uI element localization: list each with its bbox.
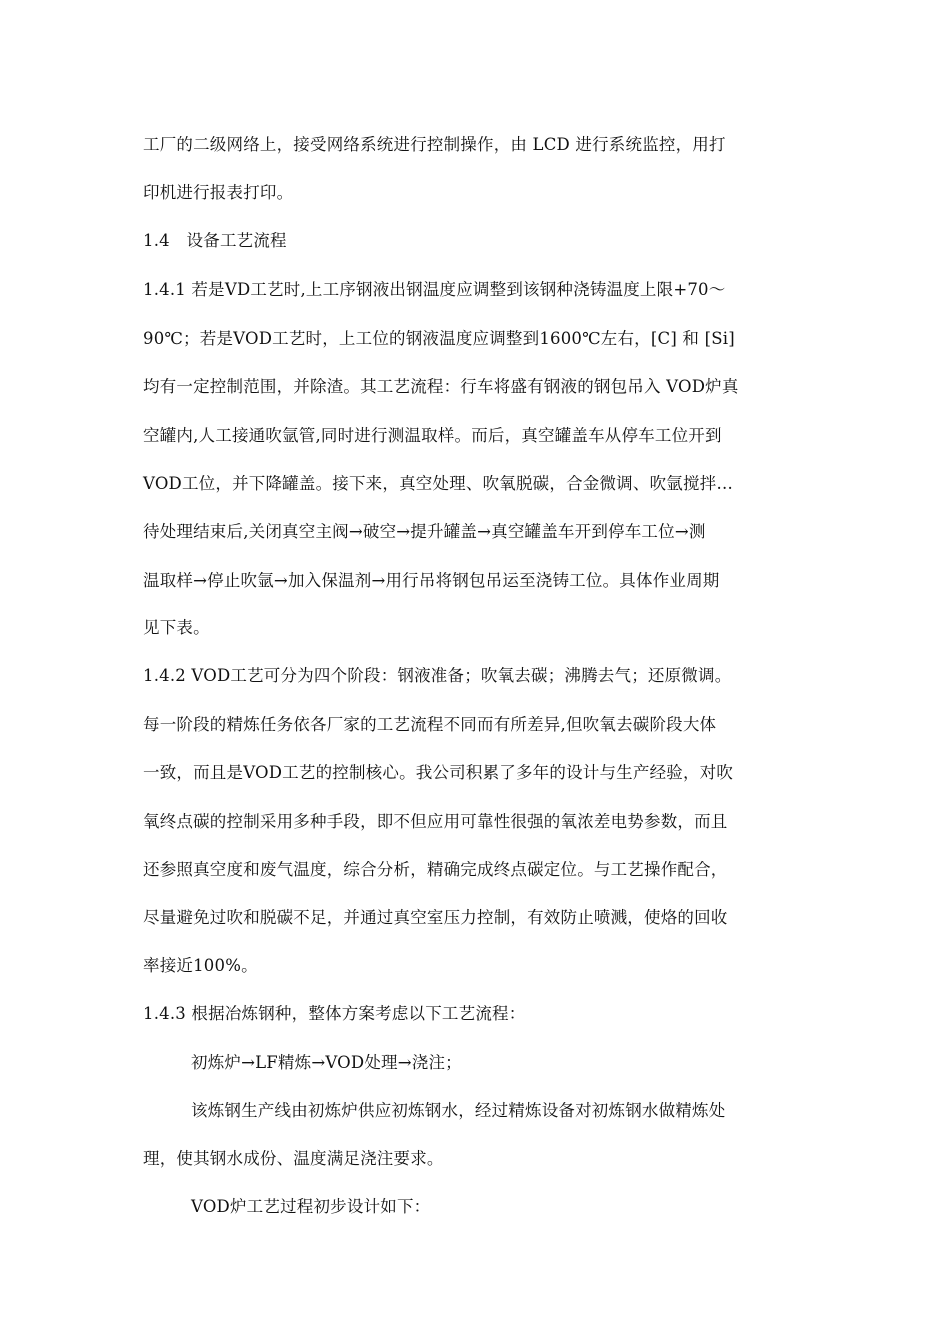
paragraph-line: 氧终点碳的控制采用多种手段，即不但应用可靠性很强的氧浓差电势参数，而且 bbox=[143, 812, 728, 831]
paragraph-line: VOD炉工艺过程初步设计如下： bbox=[191, 1197, 431, 1216]
process-flow-line: 初炼炉→LF精炼→VOD处理→浇注； bbox=[191, 1053, 462, 1072]
paragraph-line: 该炼钢生产线由初炼炉供应初炼钢水，经过精炼设备对初炼钢水做精炼处 bbox=[191, 1101, 726, 1120]
paragraph-line: 空罐内,人工接通吹氩管,同时进行测温取样。而后，真空罐盖车从停车工位开到 bbox=[143, 426, 722, 445]
paragraph-line: 率接近100%。 bbox=[143, 956, 258, 975]
section-heading: 1.4 设备工艺流程 bbox=[143, 231, 287, 250]
paragraph-line: 温取样→停止吹氩→加入保温剂→用行吊将钢包吊运至浇铸工位。具体作业周期 bbox=[143, 571, 720, 590]
paragraph-line: 90℃；若是VOD工艺时，上工位的钢液温度应调整到1600℃左右，[C] 和 [Si] bbox=[143, 329, 735, 348]
paragraph-line: VOD工位，并下降罐盖。接下来，真空处理、吹氧脱碳，合金微调、吹氩搅拌… bbox=[143, 474, 734, 493]
paragraph-line: 1.4.3 根据冶炼钢种，整体方案考虑以下工艺流程： bbox=[143, 1004, 526, 1023]
paragraph-line: 每一阶段的精炼任务依各厂家的工艺流程不同而有所差异,但吹氧去碳阶段大体 bbox=[143, 715, 717, 734]
paragraph-line: 印机进行报表打印。 bbox=[143, 183, 294, 202]
paragraph-line: 理，使其钢水成份、温度满足浇注要求。 bbox=[143, 1149, 444, 1168]
paragraph-line: 见下表。 bbox=[143, 618, 210, 637]
paragraph-line: 1.4.1 若是VD工艺时,上工序钢液出钢温度应调整到该钢种浇铸温度上限+70～ bbox=[143, 280, 726, 299]
paragraph-line: 均有一定控制范围，并除渣。其工艺流程：行车将盛有钢液的钢包吊入 VOD炉真 bbox=[143, 377, 739, 396]
paragraph-line: 1.4.2 VOD工艺可分为四个阶段：钢液准备；吹氧去碳；沸腾去气；还原微调。 bbox=[143, 666, 732, 685]
paragraph-line: 尽量避免过吹和脱碳不足，并通过真空室压力控制，有效防止喷溅，使烙的回收 bbox=[143, 908, 728, 927]
paragraph-line: 工厂的二级网络上，接受网络系统进行控制操作，由 LCD 进行系统监控，用打 bbox=[143, 135, 726, 154]
paragraph-line: 待处理结束后,关闭真空主阀→破空→提升罐盖→真空罐盖车开到停车工位→测 bbox=[143, 522, 706, 541]
paragraph-line: 一致，而且是VOD工艺的控制核心。我公司积累了多年的设计与生产经验，对吹 bbox=[143, 763, 734, 782]
paragraph-line: 还参照真空度和废气温度，综合分析，精确完成终点碳定位。与工艺操作配合， bbox=[143, 860, 728, 879]
